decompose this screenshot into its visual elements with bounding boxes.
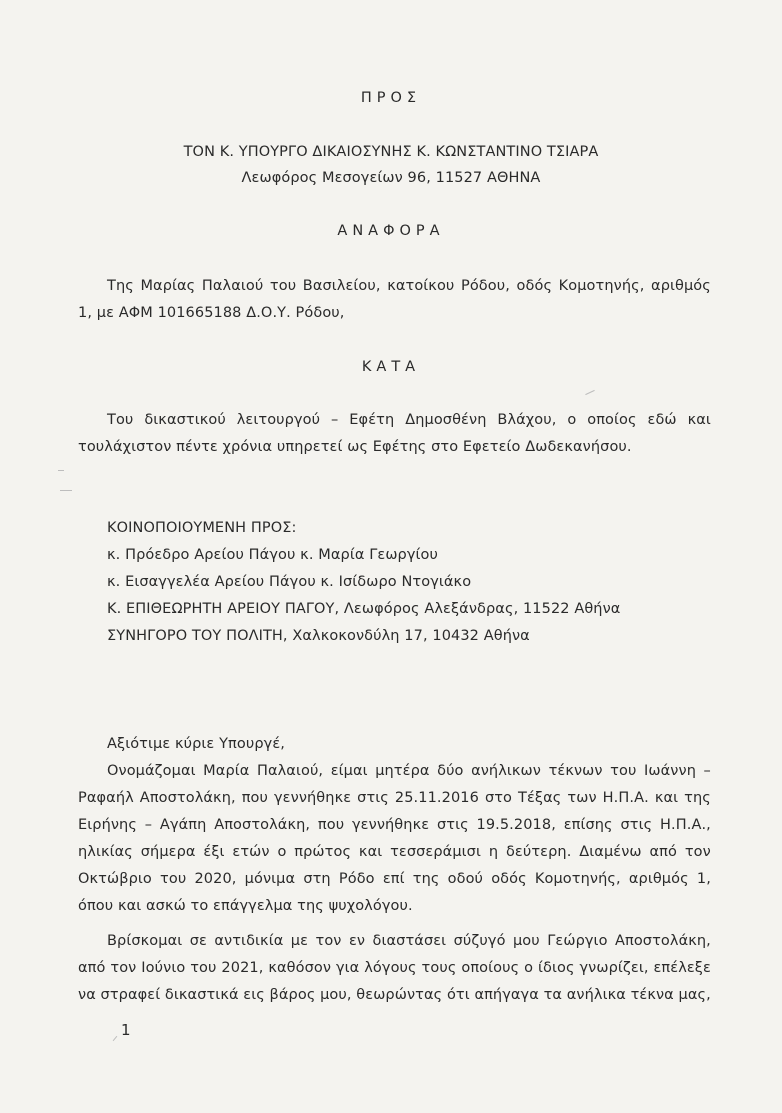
word: ο	[524, 960, 534, 976]
word: απήγαγα	[474, 987, 539, 1003]
word: στο	[484, 790, 513, 806]
paragraph-2-line	[78, 986, 711, 1004]
word: μόνιμα	[244, 871, 296, 887]
respondent-line-1	[107, 411, 711, 429]
word: του	[610, 763, 637, 779]
word: Δημοσθένη	[405, 412, 487, 428]
word: ετών	[232, 844, 270, 860]
word: μου	[512, 933, 540, 949]
word: 2020,	[194, 871, 237, 887]
word: Ονομάζομαι	[107, 763, 196, 779]
word: επί	[382, 871, 405, 887]
word: Η.Π.Α.,	[660, 817, 711, 833]
word: σύζυγό	[453, 933, 506, 949]
word: τον	[110, 960, 137, 976]
scan-mark	[58, 470, 64, 471]
complainant-line-1	[107, 277, 711, 295]
word: αριθμός	[651, 278, 711, 294]
word: πρώτος	[294, 844, 352, 860]
word: τέκνα	[630, 987, 674, 1003]
word: ανήλικα	[566, 987, 626, 1003]
word: μου,	[320, 987, 352, 1003]
word: Της	[107, 278, 134, 294]
word: Ιωάννη	[644, 763, 696, 779]
word: του	[160, 871, 187, 887]
word: ότι	[446, 987, 470, 1003]
word: Η.Π.Α.	[602, 790, 649, 806]
word: Κομοτηνής,	[534, 871, 621, 887]
word: από	[78, 960, 106, 976]
word: Ρόδο	[338, 871, 375, 887]
word: στις	[436, 817, 469, 833]
paragraph-1-line	[107, 762, 711, 780]
word: επίσης	[563, 817, 613, 833]
word: Ρόδου,	[460, 278, 510, 294]
word: Διαμένω	[579, 844, 642, 860]
word: τους	[421, 960, 457, 976]
word: έξι	[203, 844, 225, 860]
word: τα	[543, 987, 563, 1003]
paragraph-2-line	[78, 959, 711, 977]
word: με	[290, 933, 309, 949]
word: στη	[303, 871, 331, 887]
word: 1,	[696, 871, 711, 887]
word: λειτουργού	[236, 412, 321, 428]
paragraph-1-line	[78, 789, 711, 807]
scan-mark	[585, 390, 594, 395]
word: κατοίκου	[387, 278, 455, 294]
word: ο	[277, 844, 287, 860]
word: οποίος	[587, 412, 637, 428]
word: Αποστολάκη,	[614, 933, 711, 949]
word: και	[687, 412, 711, 428]
heading-kata: ΚΑΤΑ	[361, 359, 421, 375]
word: καθόσον	[268, 960, 332, 976]
word: –	[703, 763, 711, 779]
word: γεννήθηκε	[274, 790, 352, 806]
word: αριθμός	[628, 871, 689, 887]
recipient-line-1: ΤΟΝ Κ. ΥΠΟΥΡΓΟ ΔΙΚΑΙΟΣΥΝΗΣ Κ. ΚΩΝΣΤΑΝΤΙΝΟ ΤΣΙΑΡΑ	[183, 144, 599, 160]
word: σε	[189, 933, 207, 949]
word: εις	[243, 987, 265, 1003]
word: οποίους	[461, 960, 520, 976]
word: δύο	[437, 763, 464, 779]
scan-mark	[60, 490, 72, 491]
word: Μαρίας	[140, 278, 196, 294]
word: οδός	[516, 278, 553, 294]
word: βάρος	[269, 987, 316, 1003]
cc-item: Κ. ΕΠΙΘΕΩΡΗΤΗ ΑΡΕΙΟΥ ΠΑΓΟΥ, Λεωφόρος Αλεξάνδρας, 11522 Αθήνα	[107, 601, 621, 617]
word: Βασιλείου,	[302, 278, 381, 294]
salutation: Αξιότιμε κύριε Υπουργέ,	[107, 736, 285, 752]
word: Ιούνιο	[141, 960, 186, 976]
word: Βλάχου,	[497, 412, 557, 428]
word: δεύτερη.	[505, 844, 572, 860]
word: στραφεί	[100, 987, 161, 1003]
word: Ειρήνης	[78, 817, 137, 833]
word: οδός	[491, 871, 527, 887]
word: γνωρίζει,	[579, 960, 649, 976]
word: Βρίσκομαι	[107, 933, 183, 949]
word: τον	[684, 844, 711, 860]
word: 2021,	[221, 960, 264, 976]
word: Οκτώβριο	[78, 871, 152, 887]
word: 19.5.2018,	[476, 817, 556, 833]
word: τέκνων	[548, 763, 603, 779]
word: Παλαιού,	[256, 763, 324, 779]
word: για	[335, 960, 360, 976]
word: της	[684, 790, 711, 806]
word: μητέρα	[375, 763, 430, 779]
word: Γεώργιο	[547, 933, 608, 949]
word: του	[269, 278, 297, 294]
complainant-line-2: 1, με ΑΦΜ 101665188 Δ.Ο.Υ. Ρόδου,	[78, 305, 345, 321]
recipient-line-2: Λεωφόρος Μεσογείων 96, 11527 ΑΘΗΝΑ	[241, 170, 541, 186]
paragraph-1-line	[78, 843, 711, 861]
word: σήμερα	[140, 844, 196, 860]
word: των	[567, 790, 597, 806]
word: η	[488, 844, 499, 860]
word: Παλαιού	[201, 278, 264, 294]
heading-pros: ΠΡΟΣ	[360, 90, 422, 106]
paragraph-2-line	[107, 932, 711, 950]
word: –	[144, 817, 153, 833]
word: από	[649, 844, 677, 860]
word: γεννήθηκε	[352, 817, 430, 833]
cc-item: κ. Εισαγγελέα Αρείου Πάγου κ. Ισίδωρο Ντογιάκο	[107, 574, 472, 590]
word: τεσσεράμισι	[390, 844, 481, 860]
word: που	[317, 817, 345, 833]
word: εν	[348, 933, 366, 949]
word: που	[241, 790, 268, 806]
word: Αγάπη	[159, 817, 207, 833]
page-number: 1	[121, 1021, 131, 1039]
word: αντιδικία	[214, 933, 284, 949]
word: εδώ	[647, 412, 677, 428]
word: Του	[107, 412, 134, 428]
word: του	[190, 960, 217, 976]
cc-item: κ. Πρόεδρο Αρείου Πάγου κ. Μαρία Γεωργίου	[107, 547, 439, 563]
word: δικαστικού	[144, 412, 226, 428]
word: και	[358, 844, 383, 860]
paragraph-1-line	[78, 816, 711, 834]
word: στις	[357, 790, 389, 806]
word: είμαι	[330, 763, 368, 779]
heading-anafora: ΑΝΑΦΟΡΑ	[337, 223, 445, 239]
word: ο	[567, 412, 577, 428]
word: 25.11.2016	[394, 790, 479, 806]
cc-title: ΚΟΙΝΟΠΟΙΟΥΜΕΝΗ ΠΡΟΣ:	[107, 520, 297, 536]
word: διαστάσει	[372, 933, 447, 949]
word: θεωρώντας	[356, 987, 443, 1003]
word: Αποστολάκη,	[214, 817, 311, 833]
word: να	[78, 987, 96, 1003]
word: Κομοτηνής,	[558, 278, 645, 294]
word: ανήλικων	[471, 763, 542, 779]
word: –	[331, 412, 339, 428]
word: δικαστικά	[164, 987, 239, 1003]
word: ίδιος	[538, 960, 575, 976]
respondent-line-2: τουλάχιστον πέντε χρόνια υπηρετεί ως Εφέτης στο Εφετείο Δωδεκανήσου.	[78, 439, 632, 455]
word: στις	[620, 817, 653, 833]
word: τον	[315, 933, 342, 949]
word: Εφέτη	[349, 412, 395, 428]
word: Αποστολάκη,	[139, 790, 236, 806]
word: μας,	[678, 987, 711, 1003]
cc-item: ΣΥΝΗΓΟΡΟ ΤΟΥ ΠΟΛΙΤΗ, Χαλκοκονδύλη 17, 10432 Αθήνα	[107, 628, 530, 644]
word: Τέξας	[518, 790, 562, 806]
word: λόγους	[364, 960, 417, 976]
paragraph-1-last-line: όπου και ασκώ το επάγγελμα της ψυχολόγου.	[78, 898, 413, 914]
word: της	[412, 871, 440, 887]
paragraph-1-line	[78, 870, 711, 888]
scan-mark	[113, 1036, 118, 1041]
word: και	[654, 790, 679, 806]
word: ηλικίας	[78, 844, 133, 860]
word: Μαρία	[203, 763, 250, 779]
word: οδού	[447, 871, 484, 887]
word: επέλεξε	[653, 960, 711, 976]
word: Ραφαήλ	[78, 790, 134, 806]
